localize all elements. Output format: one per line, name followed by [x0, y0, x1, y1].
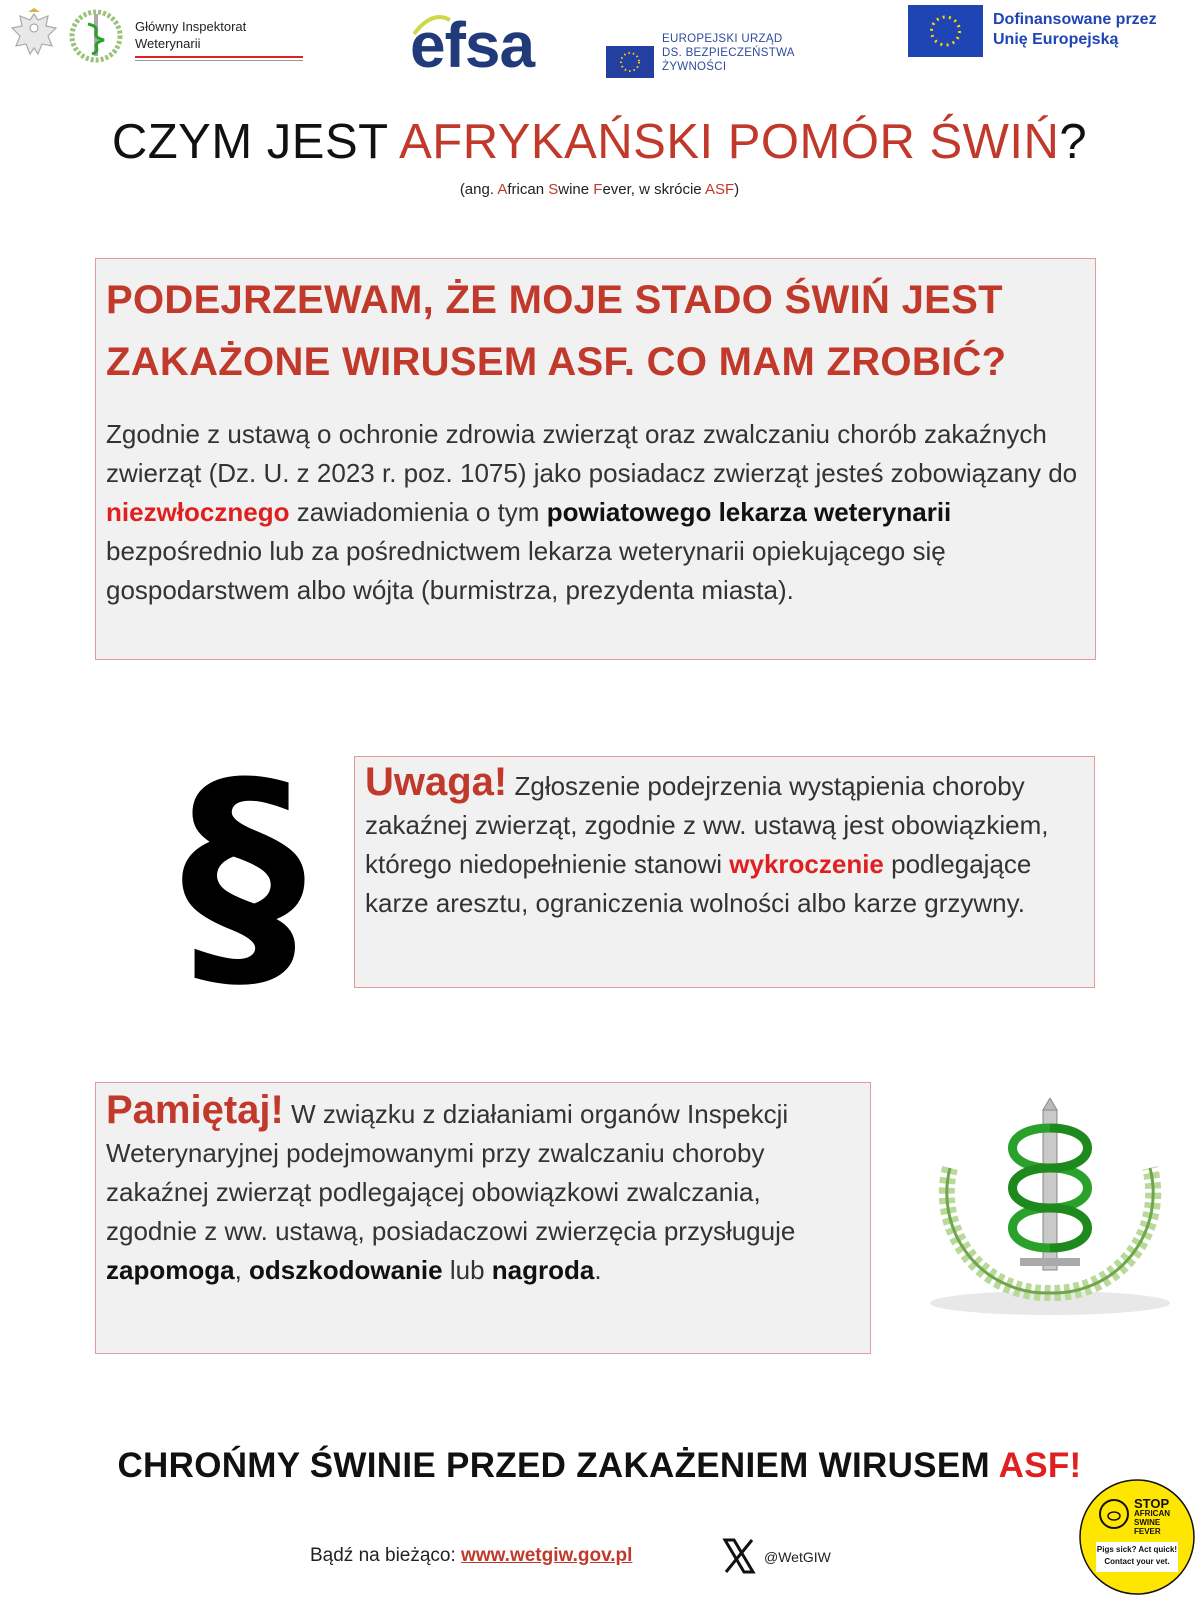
slogan	[0, 1446, 1199, 1486]
badge-text-bottom	[1096, 1544, 1178, 1568]
badge-contact-vet: Contact your vet.	[1104, 1557, 1170, 1566]
stop-asf-badge	[1078, 1478, 1196, 1596]
giw-name	[135, 18, 246, 52]
title-question: ?	[1059, 115, 1088, 169]
subtitle-a: A	[497, 181, 508, 198]
suspicion-heading-line2: ZAKAŻONE WIRUSEM ASF. CO MAM ZROBIĆ?	[106, 340, 1007, 384]
vet-inspection-emblem-icon	[910, 1098, 1190, 1328]
suspicion-text-1: Zgodnie z ustawą o ochronie zdrowia zwierząt oraz zwalczaniu chorób zakaźnych zwierząt (Dz. U. z 2023 r. poz. 1075) jako posiadacz zwierząt jesteś zobowiązany do	[106, 419, 1078, 488]
badge-text-top	[1134, 1498, 1170, 1536]
remember-body	[106, 1088, 856, 1290]
remember-text-reward: nagroda	[491, 1255, 595, 1285]
title-disease: AFRYKAŃSKI POMÓR ŚWIŃ	[399, 115, 1060, 169]
suspicion-text-5: bezpośrednio lub za pośrednictwem lekarza weterynarii opiekującego się gospodarstwem albo wójta (burmistrza, prezydenta miasta).	[106, 536, 946, 605]
remember-text-3: ,	[234, 1255, 250, 1285]
warning-body	[365, 760, 1085, 923]
badge-fever: FEVER	[1134, 1527, 1161, 1536]
suspicion-heading-line1: PODEJRZEWAM, ŻE MOJE STADO ŚWIŃ JEST	[106, 278, 1003, 322]
website-link[interactable]: www.wetgiw.gov.pl	[461, 1545, 633, 1566]
x-handle[interactable]: @WetGIW	[764, 1549, 831, 1565]
giw-red-rule	[135, 56, 303, 58]
subtitle-ever: ever, w skrócie	[602, 181, 705, 198]
subtitle-open: (ang.	[459, 181, 498, 198]
eu-funding-text	[993, 10, 1157, 50]
paragraph-sign-icon: §	[180, 729, 306, 1020]
remember-box	[95, 1082, 871, 1354]
subtitle-frican: frican	[507, 181, 549, 198]
warning-box	[354, 756, 1095, 988]
warning-text-1: Zgłoszenie podejrzenia wystąpienia choroby zakaźnej zwierząt, zgodnie z ww. ustawą jest obowiązkiem, którego niedopełnienie stanowi	[365, 771, 1049, 879]
subtitle-s: S	[548, 181, 559, 198]
page-title	[0, 112, 1199, 172]
efsa-subtitle	[662, 32, 795, 74]
remember-text-7: .	[594, 1255, 602, 1285]
suspicion-heading	[106, 269, 1006, 393]
giw-grey-rule	[135, 60, 303, 61]
suspicion-text-vet: powiatowego lekarza weterynarii	[546, 497, 952, 527]
slogan-exclaim: !	[1069, 1446, 1082, 1485]
page-subtitle	[0, 181, 1199, 198]
suspicion-body	[106, 415, 1086, 610]
x-logo-icon[interactable]	[722, 1538, 756, 1574]
suspicion-text-3: zawiadomienia o tym	[289, 497, 547, 527]
badge-act-quick: Pigs sick? Act quick!	[1096, 1545, 1178, 1554]
eu-flag-icon	[908, 5, 983, 57]
efsa-logo-text: efsa	[410, 9, 535, 81]
subtitle-f: F	[593, 181, 603, 198]
slogan-asf: ASF	[998, 1446, 1070, 1485]
suspicion-text-immediate: niezwłocznego	[106, 497, 290, 527]
warning-text-offence: wykroczenie	[729, 849, 884, 879]
giw-name-line1: Główny Inspektorat	[135, 19, 247, 34]
warning-lead: Uwaga!	[365, 760, 508, 804]
remember-text-compensation: odszkodowanie	[249, 1255, 443, 1285]
subtitle-wine: wine	[558, 181, 594, 198]
efsa-sub-line1: EUROPEJSKI URZĄD	[662, 33, 783, 45]
warning-text-3: podlegające karze aresztu, ograniczenia wolności albo karze grzywny.	[365, 849, 1032, 918]
efsa-sub-line2: DS. BEZPIECZEŃSTWA	[662, 47, 795, 59]
efsa-eu-flag-icon	[606, 46, 654, 78]
title-part1: CZYM JEST	[111, 115, 400, 169]
slogan-part1: CHROŃMY ŚWINIE PRZED ZAKAŻENIEM WIRUSEM	[117, 1446, 999, 1485]
eu-funding-line1: Dofinansowane przez	[993, 11, 1157, 28]
suspicion-info-box	[95, 258, 1096, 660]
efsa-sub-line3: ŻYWNOŚCI	[662, 61, 727, 73]
remember-lead: Pamiętaj!	[106, 1088, 284, 1132]
giw-emblem-small	[66, 6, 126, 64]
remember-text-aid: zapomoga	[106, 1255, 235, 1285]
giw-name-line2: Weterynarii	[135, 36, 201, 51]
remember-text-1: W związku z działaniami organów Inspekcji Weterynaryjnej podejmowanymi przy zwalczaniu choroby zakaźnej zwierząt podlegającej obowiązkowi zwalczania, zgodnie z ww. ustawą, posiadaczowi zwierzęcia przysługuje	[106, 1099, 796, 1246]
badge-african: AFRICAN	[1134, 1509, 1170, 1518]
stay-updated-label: Bądź na bieżąco:	[310, 1545, 462, 1566]
subtitle-close: )	[734, 181, 740, 198]
subtitle-asf: ASF	[704, 181, 735, 198]
remember-text-5: lub	[442, 1255, 492, 1285]
badge-stop: STOP	[1134, 1496, 1170, 1511]
eu-funding-line2: Unię Europejską	[993, 31, 1119, 48]
poland-eagle-logo	[8, 8, 60, 62]
badge-swine: SWINE	[1134, 1518, 1161, 1527]
stay-updated	[310, 1545, 632, 1567]
